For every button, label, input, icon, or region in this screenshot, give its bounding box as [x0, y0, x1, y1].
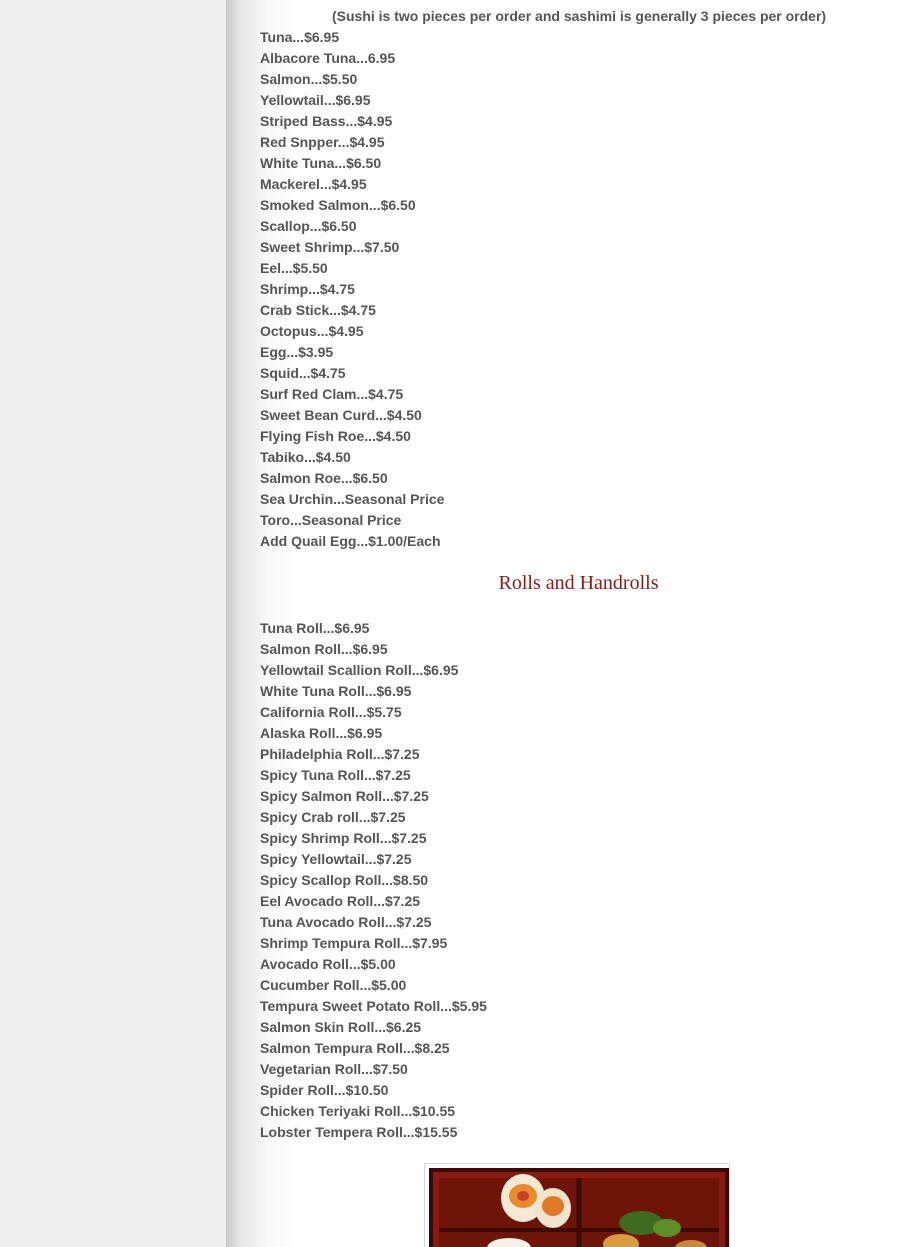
sushi-menu-item: White Tuna...$6.50	[260, 155, 382, 171]
roll-menu-item: Tuna Avocado Roll...$7.25	[260, 914, 432, 930]
roll-menu-item: Tempura Sweet Potato Roll...$5.95	[260, 998, 487, 1014]
sushi-menu-item: Flying Fish Roe...$4.50	[260, 428, 411, 444]
sushi-menu-item: Tabiko...$4.50	[260, 449, 351, 465]
roll-menu-item: Shrimp Tempura Roll...$7.95	[260, 935, 448, 951]
sushi-menu-item: Sweet Shrimp...$7.50	[260, 239, 400, 255]
sushi-list	[260, 27, 444, 552]
roll-menu-item: Chicken Teriyaki Roll...$10.55	[260, 1103, 456, 1119]
sushi-menu-item: Egg...$3.95	[260, 344, 334, 360]
sushi-menu-item: Salmon Roe...$6.50	[260, 470, 388, 486]
roll-menu-item: Salmon Roll...$6.95	[260, 641, 388, 657]
menu-content-panel	[226, 0, 923, 1247]
roll-menu-item: White Tuna Roll...$6.95	[260, 683, 412, 699]
roll-menu-item: Philadelphia Roll...$7.25	[260, 746, 420, 762]
sushi-menu-item: Mackerel...$4.95	[260, 176, 367, 192]
roll-menu-item: Salmon Skin Roll...$6.25	[260, 1019, 422, 1035]
roll-menu-item: Yellowtail Scallion Roll...$6.95	[260, 662, 459, 678]
roll-menu-item: Lobster Tempera Roll...$15.55	[260, 1124, 458, 1140]
roll-menu-item: Vegetarian Roll...$7.50	[260, 1061, 408, 1077]
rolls-heading: Rolls and Handrolls	[498, 572, 659, 594]
sushi-note: (Sushi is two pieces per order and sashimi is generally 3 pieces per order)	[332, 8, 827, 24]
roll-menu-item: Alaska Roll...$6.95	[260, 725, 383, 741]
roll-menu-item: Spicy Crab roll...$7.25	[260, 809, 406, 825]
roll-menu-item: Spicy Salmon Roll...$7.25	[260, 788, 429, 804]
sushi-menu-item: Add Quail Egg...$1.00/Each	[260, 533, 441, 549]
sushi-menu-item: Yellowtail...$6.95	[260, 92, 371, 108]
sushi-menu-item: Sweet Bean Curd...$4.50	[260, 407, 422, 423]
sushi-menu-item: Sea Urchin...Seasonal Price	[260, 491, 445, 507]
sushi-menu-item: Salmon...$5.50	[260, 71, 358, 87]
rolls-list	[260, 618, 487, 1143]
roll-menu-item: Avocado Roll...$5.00	[260, 956, 396, 972]
roll-menu-item: Cucumber Roll...$5.00	[260, 977, 407, 993]
sushi-menu-item: Albacore Tuna...6.95	[260, 50, 396, 66]
sushi-menu-item: Striped Bass...$4.95	[260, 113, 393, 129]
sushi-menu-item: Surf Red Clam...$4.75	[260, 386, 404, 402]
roll-menu-item: Tuna Roll...$6.95	[260, 620, 370, 636]
roll-menu-item: Spicy Shrimp Roll...$7.25	[260, 830, 427, 846]
roll-menu-item: Salmon Tempura Roll...$8.25	[260, 1040, 450, 1056]
roll-menu-item: California Roll...$5.75	[260, 704, 402, 720]
roll-menu-item: Spicy Tuna Roll...$7.25	[260, 767, 411, 783]
roll-menu-item: Eel Avocado Roll...$7.25	[260, 893, 421, 909]
sushi-menu-item: Octopus...$4.95	[260, 323, 364, 339]
roll-menu-item: Spider Roll...$10.50	[260, 1082, 389, 1098]
sushi-menu-item: Smoked Salmon...$6.50	[260, 197, 416, 213]
bento-box-photo	[429, 1168, 729, 1247]
sushi-menu-item: Tuna...$6.95	[260, 29, 340, 45]
sushi-menu-item: Eel...$5.50	[260, 260, 328, 276]
roll-menu-item: Spicy Yellowtail...$7.25	[260, 851, 412, 867]
sushi-menu-item: Crab Stick...$4.75	[260, 302, 376, 318]
sushi-menu-item: Shrimp...$4.75	[260, 281, 355, 297]
bento-photo-frame	[424, 1163, 730, 1247]
roll-menu-item: Spicy Scallop Roll...$8.50	[260, 872, 429, 888]
sushi-menu-item: Toro...Seasonal Price	[260, 512, 402, 528]
sushi-menu-item: Squid...$4.75	[260, 365, 346, 381]
sushi-menu-item: Scallop...$6.50	[260, 218, 357, 234]
sushi-menu-item: Red Snpper...$4.95	[260, 134, 385, 150]
